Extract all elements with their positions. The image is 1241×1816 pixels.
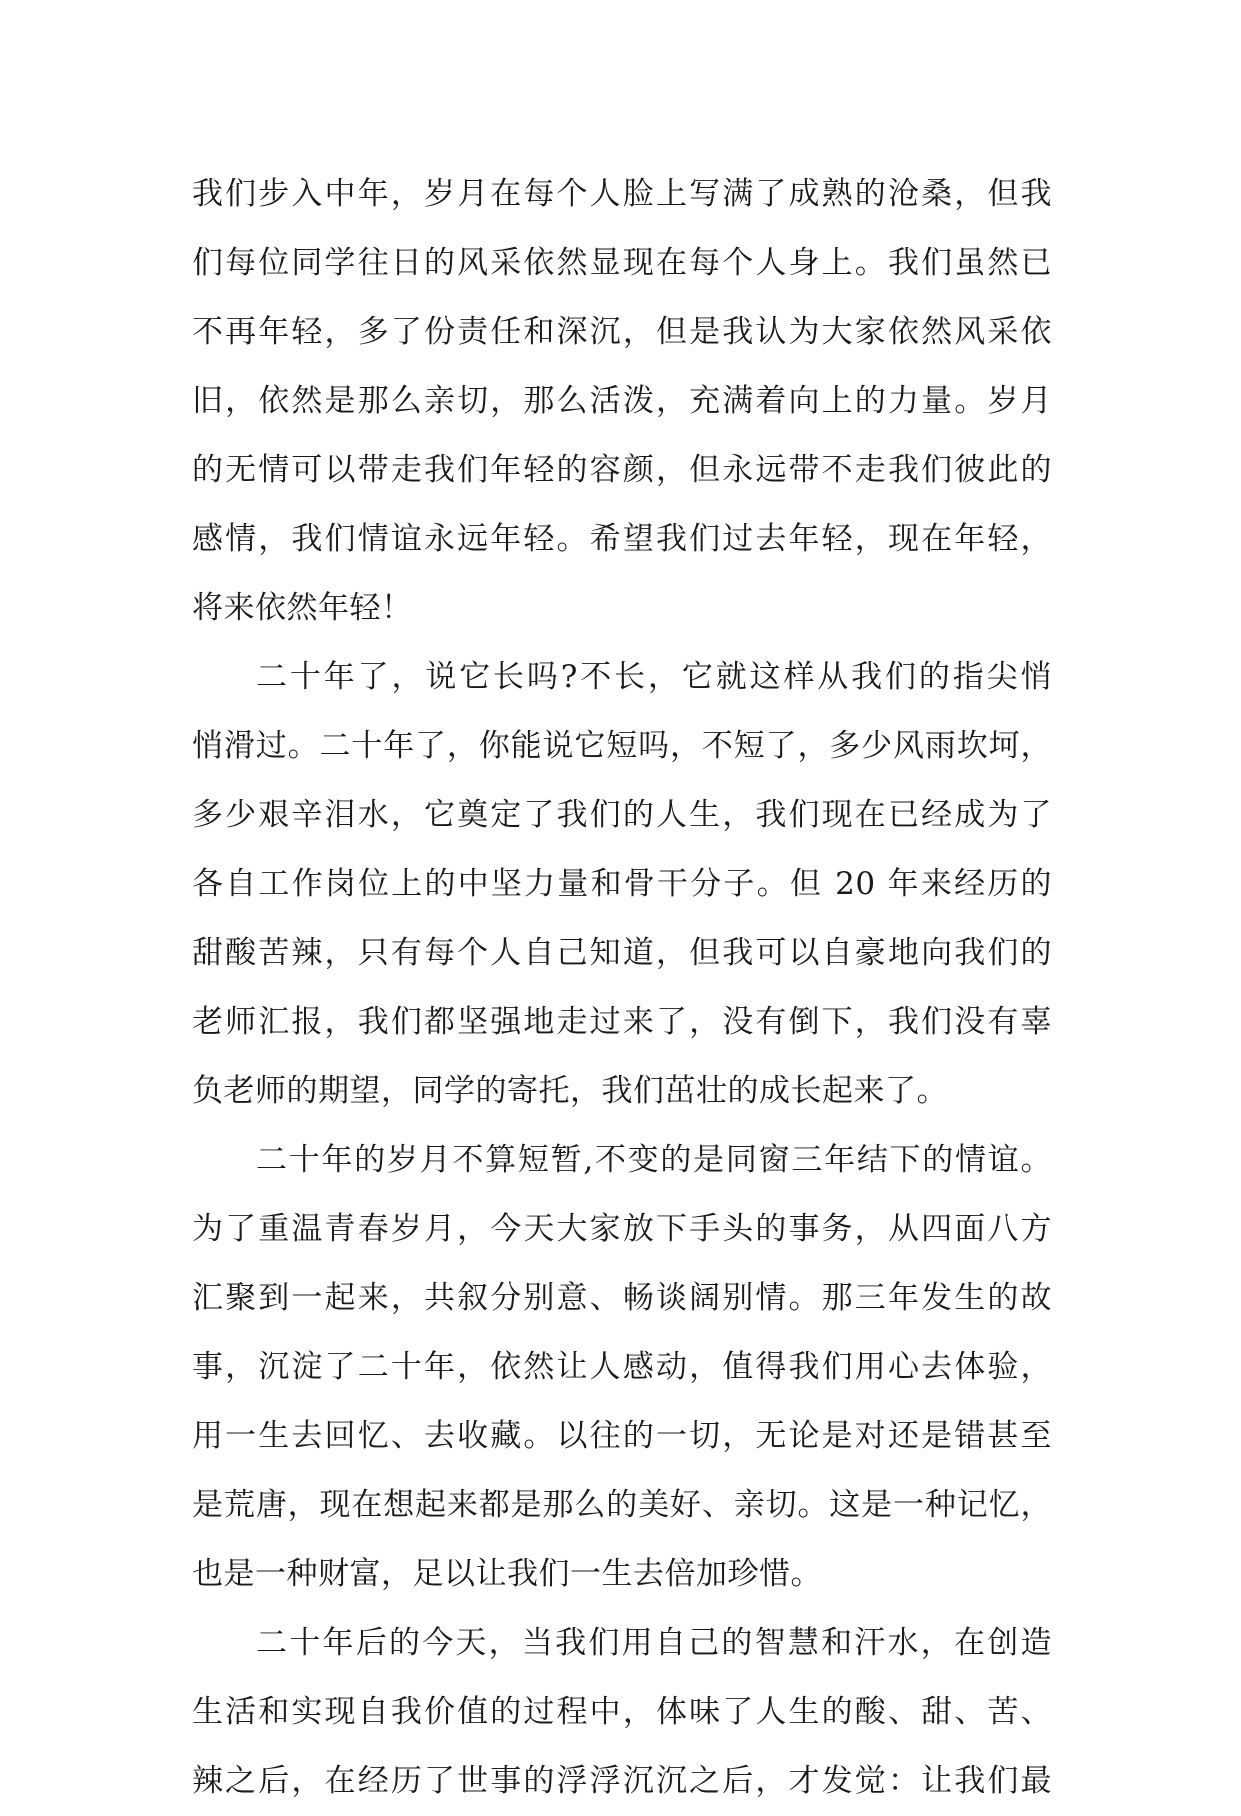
text-line: 二十年了，说它长吗?不长，它就这样从我们的指尖悄: [256, 659, 1052, 695]
text-line: 为了重温青春岁月，今天大家放下手头的事务，从四面八方: [192, 1211, 1052, 1247]
paragraph: [192, 160, 1052, 643]
text-line: 们每位同学往日的风采依然显现在每个人身上。我们虽然已: [192, 245, 1052, 281]
text-line: 负老师的期望，同学的寄托，我们茁壮的成长起来了。: [192, 1073, 948, 1109]
text-line: 各自工作岗位上的中坚力量和骨干分子。但 20 年来经历的: [192, 866, 1052, 902]
text-line: 也是一种财富，足以让我们一生去倍加珍惜。: [192, 1556, 822, 1592]
text-line: 事，沉淀了二十年，依然让人感动，值得我们用心去体验，: [192, 1349, 1052, 1385]
paragraph: [192, 643, 1052, 1126]
text-line: 甜酸苦辣，只有每个人自己知道，但我可以自豪地向我们的: [192, 935, 1052, 971]
text-line: 辣之后，在经历了世事的浮浮沉沉之后，才发觉：让我们最: [192, 1763, 1052, 1799]
text-line: 将来依然年轻！: [192, 590, 413, 626]
text-line: 用一生去回忆、去收藏。以往的一切，无论是对还是错甚至: [192, 1418, 1052, 1454]
text-line: 旧，依然是那么亲切，那么活泼，充满着向上的力量。岁月: [192, 383, 1052, 419]
text-line: 二十年的岁月不算短暂,不变的是同窗三年结下的情谊。: [256, 1142, 1052, 1178]
text-line: 是荒唐，现在想起来都是那么的美好、亲切。这是一种记忆，: [192, 1487, 1052, 1523]
paragraph: [192, 1609, 1052, 1816]
text-line: 老师汇报，我们都坚强地走过来了，没有倒下，我们没有辜: [192, 1004, 1052, 1040]
text-line: 二十年后的今天，当我们用自己的智慧和汗水，在创造: [256, 1625, 1052, 1661]
text-line: 我们步入中年，岁月在每个人脸上写满了成熟的沧桑，但我: [192, 176, 1052, 212]
text-line: 悄滑过。二十年了，你能说它短吗，不短了，多少风雨坎坷，: [192, 728, 1052, 764]
text-line: 的无情可以带走我们年轻的容颜，但永远带不走我们彼此的: [192, 452, 1052, 488]
document-body: [192, 160, 1052, 1816]
paragraph: [192, 1126, 1052, 1609]
text-line: 不再年轻，多了份责任和深沉，但是我认为大家依然风采依: [192, 314, 1052, 350]
text-line: 感情，我们情谊永远年轻。希望我们过去年轻，现在年轻，: [192, 521, 1052, 557]
text-line: 汇聚到一起来，共叙分别意、畅谈阔别情。那三年发生的故: [192, 1280, 1052, 1316]
text-line: 多少艰辛泪水，它奠定了我们的人生，我们现在已经成为了: [192, 797, 1052, 833]
text-line: 生活和实现自我价值的过程中，体味了人生的酸、甜、苦、: [192, 1694, 1052, 1730]
